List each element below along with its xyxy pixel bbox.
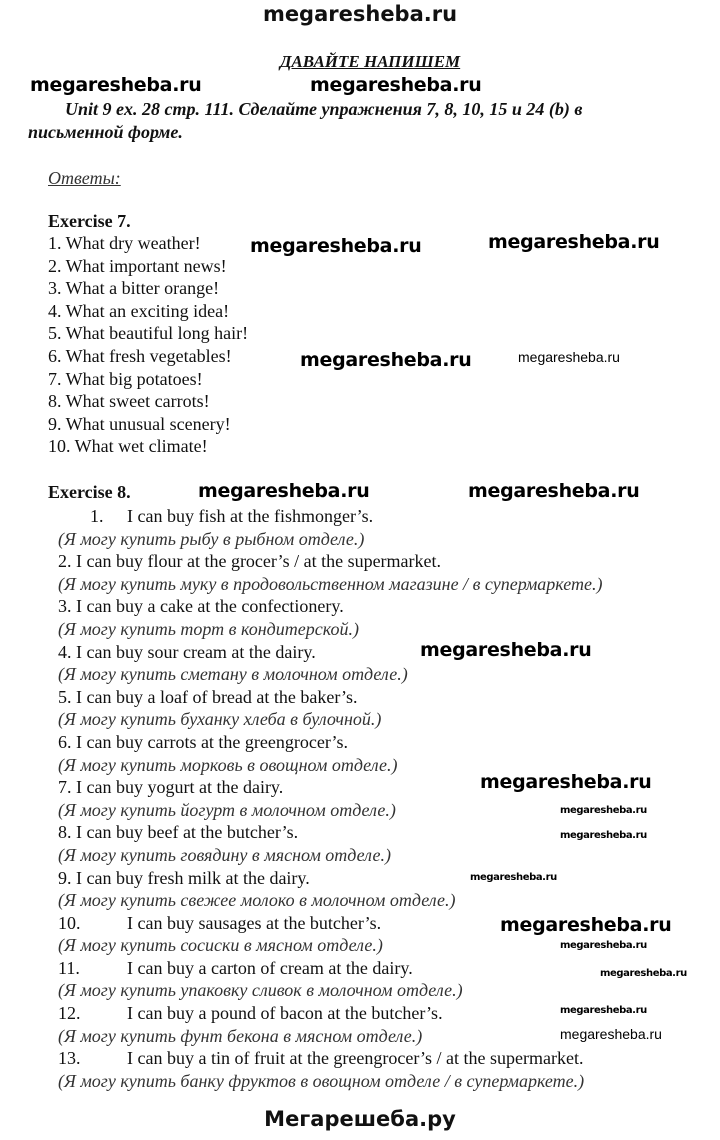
exercise8-answer <box>0 821 603 844</box>
exercise8-translation: (Я могу купить йогурт в молочном отделе.) <box>58 799 396 820</box>
site-header: megaresheba.ru <box>262 2 458 26</box>
answer-text: I can buy a tin of fruit at the greengrocer’s / at the supermarket. <box>127 1048 584 1069</box>
list-item: 6. What fresh vegetables! <box>48 345 232 366</box>
item-number: 8. <box>58 822 72 843</box>
section-title: ДАВАЙТЕ НАПИШЕМ <box>279 52 461 71</box>
exercise7-heading: Exercise 7. <box>48 211 131 231</box>
list-item: 3. What a bitter orange! <box>48 278 220 299</box>
list-item: 5. What beautiful long hair! <box>48 323 249 344</box>
exercise8-translation: (Я могу купить говядину в мясном отделе.) <box>58 844 391 865</box>
item-number: 2. <box>58 551 72 572</box>
task-line-2: письменной форме. <box>28 122 183 142</box>
list-item: 9. What unusual scenery! <box>48 413 231 434</box>
item-number: 7. <box>58 777 72 798</box>
exercise8-translation: (Я могу купить торт в кондитерской.) <box>58 618 359 639</box>
exercise8-translation: (Я могу купить сосиски в мясном отделе.) <box>58 935 383 956</box>
answer-text: I can buy carrots at the greengrocer’s. <box>76 731 349 752</box>
watermark: megaresheba.ru <box>470 872 557 883</box>
item-number: 10. <box>58 912 81 933</box>
item-number: 12. <box>58 1003 81 1024</box>
list-item: 4. What an exciting idea! <box>48 300 230 321</box>
exercise8-answer <box>0 505 603 528</box>
answer-text: I can buy a loaf of bread at the baker’s. <box>76 686 358 707</box>
watermark: megaresheba.ru <box>560 1026 662 1042</box>
list-item: 1. What dry weather! <box>48 233 201 253</box>
answer-text: I can buy a cake at the confectionery. <box>76 596 344 617</box>
watermark: megaresheba.ru <box>310 74 482 96</box>
item-number: 9. <box>58 867 72 888</box>
watermark: megaresheba.ru <box>560 940 647 951</box>
watermark: megaresheba.ru <box>488 231 660 253</box>
answers-label: Ответы: <box>48 168 121 188</box>
watermark: megaresheba.ru <box>560 805 647 816</box>
exercise8-answer <box>0 1047 603 1070</box>
answer-text: I can buy a pound of bacon at the butcher’s. <box>127 1003 443 1024</box>
exercise8-translation: (Я могу купить муку в продовольственном магазине / в супермаркете.) <box>58 573 603 594</box>
exercise8-list <box>0 505 603 1092</box>
exercise8-translation: (Я могу купить банку фруктов в овощном отделе / в супермаркете.) <box>58 1070 585 1091</box>
exercise8-translation: (Я могу купить упаковку сливок в молочном отделе.) <box>58 980 463 1001</box>
exercise8-answer <box>0 686 603 709</box>
watermark: megaresheba.ru <box>30 74 202 96</box>
answer-text: I can buy sausages at the butcher’s. <box>127 912 382 933</box>
answer-text: I can buy fish at the fishmonger’s. <box>127 506 374 526</box>
exercise8-translation: (Я могу купить морковь в овощном отделе.) <box>58 754 398 775</box>
exercise8-answer <box>0 731 603 754</box>
watermark: megaresheba.ru <box>560 1005 647 1016</box>
item-number: 5. <box>58 686 72 707</box>
exercise8-translation: (Я могу купить свежее молоко в молочном отделе.) <box>58 890 456 911</box>
list-item: 2. What important news! <box>48 255 227 276</box>
answer-text: I can buy fresh milk at the dairy. <box>76 867 310 888</box>
list-item: 7. What big potatoes! <box>48 368 203 389</box>
exercise8-translation: (Я могу купить буханку хлеба в булочной.) <box>58 709 382 730</box>
list-item: 10. What wet climate! <box>48 436 208 457</box>
item-number: 3. <box>58 596 72 617</box>
exercise8-answer <box>0 550 603 573</box>
list-item: 8. What sweet carrots! <box>48 391 210 412</box>
answer-text: I can buy yogurt at the dairy. <box>76 777 284 798</box>
watermark: megaresheba.ru <box>600 968 687 979</box>
item-number: 1. <box>90 506 104 526</box>
watermark: megaresheba.ru <box>250 235 422 257</box>
watermark: megaresheba.ru <box>500 914 672 936</box>
task-line-1: Unit 9 ex. 28 стр. 111. Сделайте упражнения 7, 8, 10, 15 и 24 (b) в <box>65 99 583 119</box>
site-footer: Мегарешеба.ру <box>264 1107 456 1131</box>
watermark: megaresheba.ru <box>198 480 370 502</box>
exercise8-answer <box>0 1002 603 1025</box>
answer-text: I can buy a carton of cream at the dairy. <box>127 957 413 978</box>
answer-text: I can buy flour at the grocer’s / at the supermarket. <box>76 551 442 572</box>
watermark: megaresheba.ru <box>480 771 652 793</box>
exercise8-answer <box>0 957 603 980</box>
exercise7-list <box>48 232 248 458</box>
answer-text: I can buy sour cream at the dairy. <box>76 641 316 662</box>
exercise8-heading: Exercise 8. <box>48 482 131 502</box>
item-number: 4. <box>58 641 72 662</box>
exercise8-answer <box>0 595 603 618</box>
watermark: megaresheba.ru <box>420 639 592 661</box>
item-number: 11. <box>58 957 80 978</box>
exercise8-translation: (Я могу купить сметану в молочном отделе.) <box>58 664 408 685</box>
watermark: megaresheba.ru <box>300 349 472 371</box>
watermark: megaresheba.ru <box>560 830 647 841</box>
watermark: megaresheba.ru <box>518 349 620 365</box>
answer-text: I can buy beef at the butcher’s. <box>76 822 299 843</box>
exercise8-translation: (Я могу купить рыбу в рыбном отделе.) <box>58 528 365 549</box>
item-number: 13. <box>58 1048 81 1069</box>
exercise8-translation: (Я могу купить фунт бекона в мясном отделе.) <box>58 1025 423 1046</box>
watermark: megaresheba.ru <box>468 480 640 502</box>
item-number: 6. <box>58 731 72 752</box>
